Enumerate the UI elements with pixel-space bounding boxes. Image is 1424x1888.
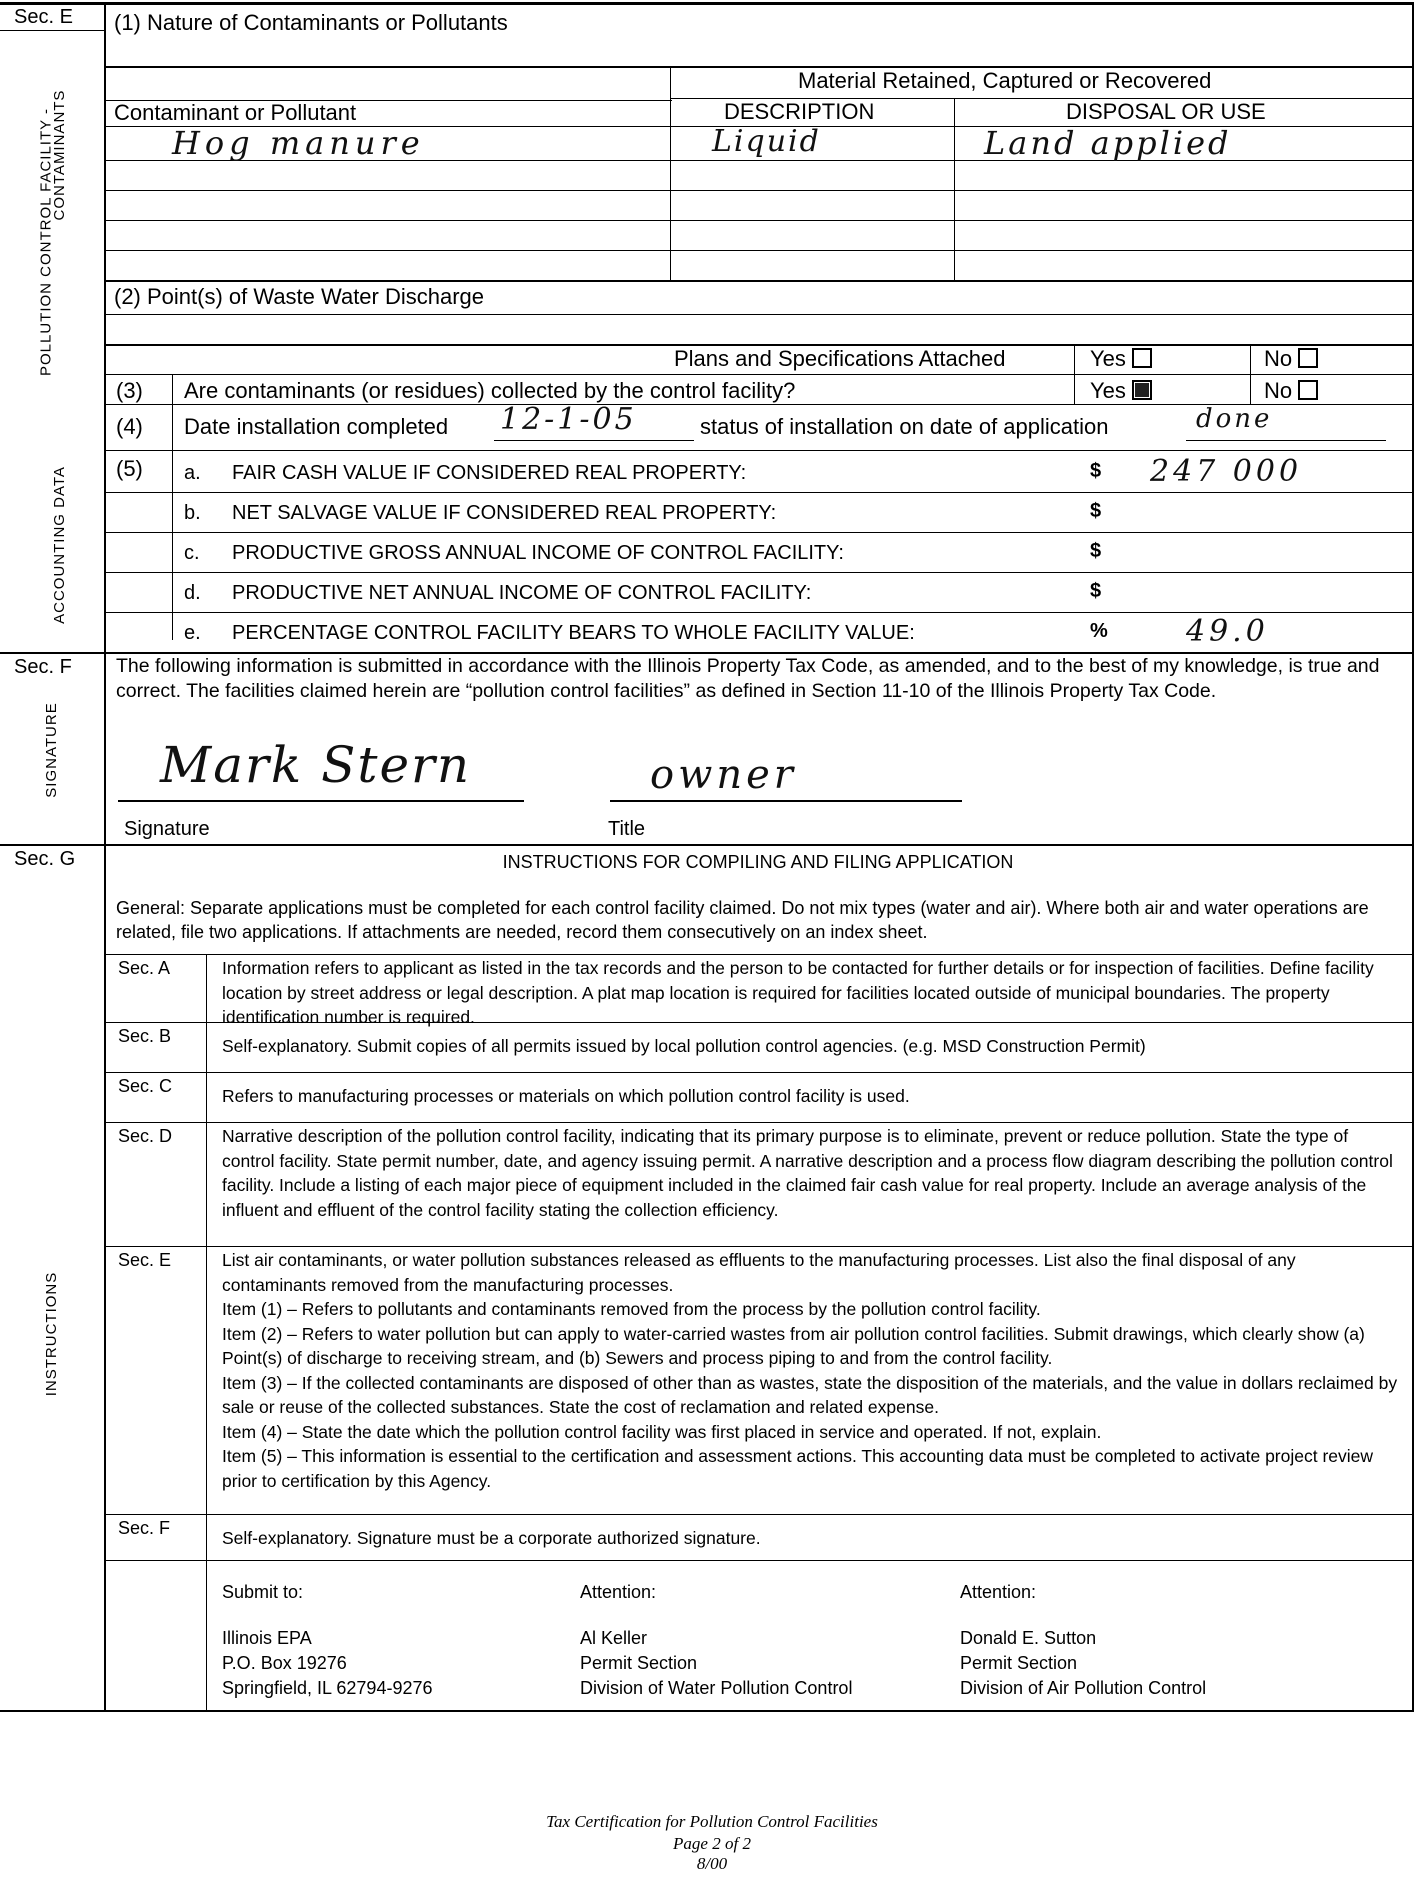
accounting-label-0: FAIR CASH VALUE IF CONSIDERED REAL PROPERTY: [232, 462, 747, 484]
num-col-line [172, 374, 173, 640]
accounting-unit-0: $ [1090, 460, 1102, 482]
item4-label: Date installation completed [184, 414, 449, 439]
side-label-pollution: POLLUTION CONTROL FACILITY - [37, 107, 55, 377]
instruction-row-0 [222, 956, 1402, 1030]
item3-yes-option[interactable] [1090, 378, 1152, 404]
accounting-letter-0: a. [184, 462, 201, 484]
item1-title: (1) Nature of Contaminants or Pollutants [114, 10, 508, 35]
accounting-label-4: PERCENTAGE CONTROL FACILITY BEARS TO WHOLE FACILITY VALUE: [232, 622, 915, 644]
accounting-letter-4: e. [184, 622, 201, 644]
instruction-item-3: Item (4) – State the date which the pollution control facility was first placed in service and operated. If not, explain. [222, 1421, 1102, 1442]
row1-contaminant: Hog manure [172, 124, 425, 162]
plans-yes-option[interactable] [1090, 346, 1152, 372]
instruction-sec-label-5: Sec. F [118, 1518, 171, 1538]
item4-date-underline [494, 440, 694, 441]
accounting-unit-2: $ [1090, 540, 1102, 562]
attention1-name: Al Keller [580, 1628, 648, 1648]
accounting-letter-2: c. [184, 542, 200, 564]
item4-num: (4) [116, 414, 143, 439]
submit-addr1: Illinois EPA [222, 1628, 312, 1648]
row3-line [104, 220, 1412, 221]
item3-no-label: No [1264, 378, 1293, 403]
plans-yes-checkbox[interactable] [1132, 348, 1152, 368]
instruction-sec-label-2: Sec. C [118, 1076, 173, 1096]
item3-top-line [104, 374, 1412, 375]
accounting-value-0: 247 000 [1150, 454, 1303, 489]
item2-title: (2) Point(s) of Waste Water Discharge [114, 284, 485, 309]
instruction-item-2: Item (3) – If the collected contaminants are disposed of other than as wastes, state the disposition of the materials, and the value in dollars reclaimed by sale or reuse of the collected substances. State the cost of reclamation and related expense. [222, 1372, 1398, 1417]
attention2-section: Permit Section [960, 1653, 1078, 1673]
instruction-text-3: Narrative description of the pollution control facility, indicating that its primary purpose is to eliminate, prevent or reduce pollution. State the type of control facility. State permit number, date, and agency issuing permit. A narrative description and a process flow diagram describing the pollution control facility. Include a listing of each major piece of equipment included in the claimed fair cash value for real property. Include an average analysis of the influent and effluent of the control facility stating the collection efficiency. [222, 1126, 1393, 1220]
accounting-unit-3: $ [1090, 580, 1102, 602]
instruction-text-1: Self-explanatory. Submit copies of all permits issued by local pollution control agencies. (e.g. MSD Construction Permit) [222, 1036, 1146, 1056]
instruction-row-5 [222, 1526, 1402, 1551]
attention-label-1: Attention: [580, 1582, 657, 1602]
instruction-sec-label-0: Sec. A [118, 958, 171, 978]
instruction-item-4: Item (5) – This information is essential to the certification and assessment actions. This accounting data must be completed to activate project review prior to certification by this Agency. [222, 1446, 1374, 1491]
instruction-row-line [104, 1122, 1412, 1123]
footer-title: Tax Certification for Pollution Control Facilities [546, 1812, 878, 1831]
col-contaminant-header: Contaminant or Pollutant [114, 100, 357, 125]
signature-line[interactable] [118, 800, 524, 802]
material-header: Material Retained, Captured or Recovered [798, 68, 1212, 93]
accounting-unit-4: % [1090, 620, 1108, 642]
instruction-item-0: Item (1) – Refers to pollutants and contaminants removed from the process by the pollution control facility. [222, 1299, 1041, 1319]
title-label: Title [608, 818, 646, 840]
accounting-label-3: PRODUCTIVE NET ANNUAL INCOME OF CONTROL FACILITY: [232, 582, 812, 604]
plans-no-option[interactable] [1264, 346, 1318, 372]
instruction-row-line [104, 954, 1412, 955]
instruction-text-2: Refers to manufacturing processes or materials on which pollution control facility is used. [222, 1086, 910, 1106]
attention2-name: Donald E. Sutton [960, 1628, 1097, 1648]
col-disposal-header: DISPOSAL OR USE [1066, 99, 1266, 124]
item4-status-underline [1186, 440, 1386, 441]
instruction-row-line [104, 1560, 1412, 1561]
top-border [0, 2, 1414, 5]
accounting-row-line [104, 492, 1412, 493]
sec-f-bottom-line [0, 844, 1414, 846]
instruction-row-2 [222, 1084, 1402, 1109]
instruction-row-4 [222, 1248, 1402, 1493]
submit-addr3: Springfield, IL 62794-9276 [222, 1678, 433, 1698]
instruction-text-0: Information refers to applicant as listed in the tax records and the person to be contacted for further details or for inspection of facilities. Define facility location by street address or legal description. A plat map location is required for facilities located outside of municipal boundaries. The property identification number is required. [222, 958, 1374, 1027]
accounting-unit-1: $ [1090, 500, 1102, 522]
submit-label: Submit to: [222, 1582, 304, 1602]
signature-value: Mark Stern [160, 736, 472, 794]
signature-label: Signature [124, 818, 210, 840]
row2-line [104, 190, 1412, 191]
right-border [1412, 2, 1414, 1712]
sec-f-label: Sec. F [14, 656, 72, 678]
disposal-col-line [954, 98, 955, 280]
accounting-label-1: NET SALVAGE VALUE IF CONSIDERED REAL PROPERTY: [232, 502, 777, 524]
sec-e-side-label-accounting: ACCOUNTING DATA [51, 466, 68, 624]
title-line[interactable] [610, 800, 962, 802]
instruction-sec-label-1: Sec. B [118, 1026, 172, 1046]
accounting-row-line [104, 532, 1412, 533]
sec-f-side-label: SIGNATURE [43, 702, 60, 798]
footer-page: Page 2 of 2 [673, 1834, 751, 1853]
accounting-value-4: 49.0 [1186, 614, 1269, 649]
item3-yes-label: Yes [1090, 378, 1126, 403]
instruction-sec-label-3: Sec. D [118, 1126, 173, 1146]
footer-date: 8/00 [696, 1854, 728, 1873]
plans-no-checkbox[interactable] [1298, 348, 1318, 368]
accounting-letter-3: d. [184, 582, 201, 604]
submit-addr2: P.O. Box 19276 [222, 1653, 347, 1673]
general-instructions: General: Separate applications must be completed for each control facility claimed. Do not mix types (water and air). Where both air and water operations are related, file two applications. If attachments are needed, record them consecutively on an index sheet. [116, 898, 1369, 942]
sec-g-side-label: INSTRUCTIONS [43, 1271, 60, 1397]
item4-date: 12-1-05 [500, 402, 637, 437]
instruction-text-4: List air contaminants, or water pollution substances released as effluents to the manufacturing processes. List also the final disposal of any contaminants removed from the manufacturing processes. [222, 1250, 1296, 1295]
attention1-section: Permit Section [580, 1653, 698, 1673]
item3-yes-checkbox[interactable] [1132, 380, 1152, 400]
item3-num: (3) [116, 378, 143, 403]
accounting-label-2: PRODUCTIVE GROSS ANNUAL INCOME OF CONTROL FACILITY: [232, 542, 844, 564]
item2-line [104, 314, 1412, 315]
instruction-sec-label-4: Sec. E [118, 1250, 172, 1270]
row1-disposal: Land applied [984, 124, 1232, 162]
sec-e-side-label-contaminants: CONTAMINANTS [51, 89, 68, 221]
item3-no-option[interactable] [1264, 378, 1318, 404]
instruction-row-line [104, 1246, 1412, 1247]
instruction-row-1 [222, 1034, 1402, 1059]
item5-num: (5) [116, 456, 143, 481]
item5-top-line [104, 450, 1412, 451]
instruction-row-line [104, 1072, 1412, 1073]
instruction-row-3 [222, 1124, 1402, 1222]
accounting-row-line [104, 572, 1412, 573]
item4-status-label: status of installation on date of application [700, 414, 1109, 439]
certification-statement: The following information is submitted in accordance with the Illinois Property Tax Code, as amended, and to the best of my knowledge, is true and correct. The facilities claimed herein are “pollution control facilities” as defined in Section 11-10 of the Illinois Property Tax Code. [116, 655, 1380, 702]
title-value: owner [650, 752, 797, 798]
table-top-line [104, 66, 1412, 68]
sec-e-label: Sec. E [14, 6, 73, 28]
sec-g-label: Sec. G [14, 848, 76, 870]
plans-label: Plans and Specifications Attached [674, 346, 1006, 371]
accounting-row-line [104, 612, 1412, 613]
plans-no-label: No [1264, 346, 1293, 371]
item4-status: done [1196, 404, 1273, 434]
col-description-header: DESCRIPTION [724, 99, 875, 124]
instruction-sec-col-line [206, 954, 207, 1710]
item3-question: Are contaminants (or residues) collected by the control facility? [184, 378, 796, 403]
plans-yes-label: Yes [1090, 346, 1126, 371]
attention1-division: Division of Water Pollution Control [580, 1678, 853, 1698]
row1-description: Liquid [712, 124, 821, 159]
item3-no-checkbox[interactable] [1298, 380, 1318, 400]
form-bottom-line [0, 1710, 1414, 1712]
table-bottom-line [104, 280, 1412, 282]
accounting-letter-1: b. [184, 502, 201, 524]
row4-line [104, 250, 1412, 251]
attention2-division: Division of Air Pollution Control [960, 1678, 1207, 1698]
sec-e-label-underline [0, 30, 104, 31]
instruction-text-5: Self-explanatory. Signature must be a corporate authorized signature. [222, 1528, 761, 1548]
instructions-heading: INSTRUCTIONS FOR COMPILING AND FILING APPLICATION [502, 852, 1014, 872]
instruction-item-1: Item (2) – Refers to water pollution but can apply to water-carried wastes from air pollution control facilities. Submit drawings, which clearly show (a) Point(s) of discharge to receiving stream, and (b) Sewers and process piping to and from the control facility. [222, 1323, 1365, 1368]
instruction-row-line [104, 1514, 1412, 1515]
attention-label-2: Attention: [960, 1582, 1037, 1602]
